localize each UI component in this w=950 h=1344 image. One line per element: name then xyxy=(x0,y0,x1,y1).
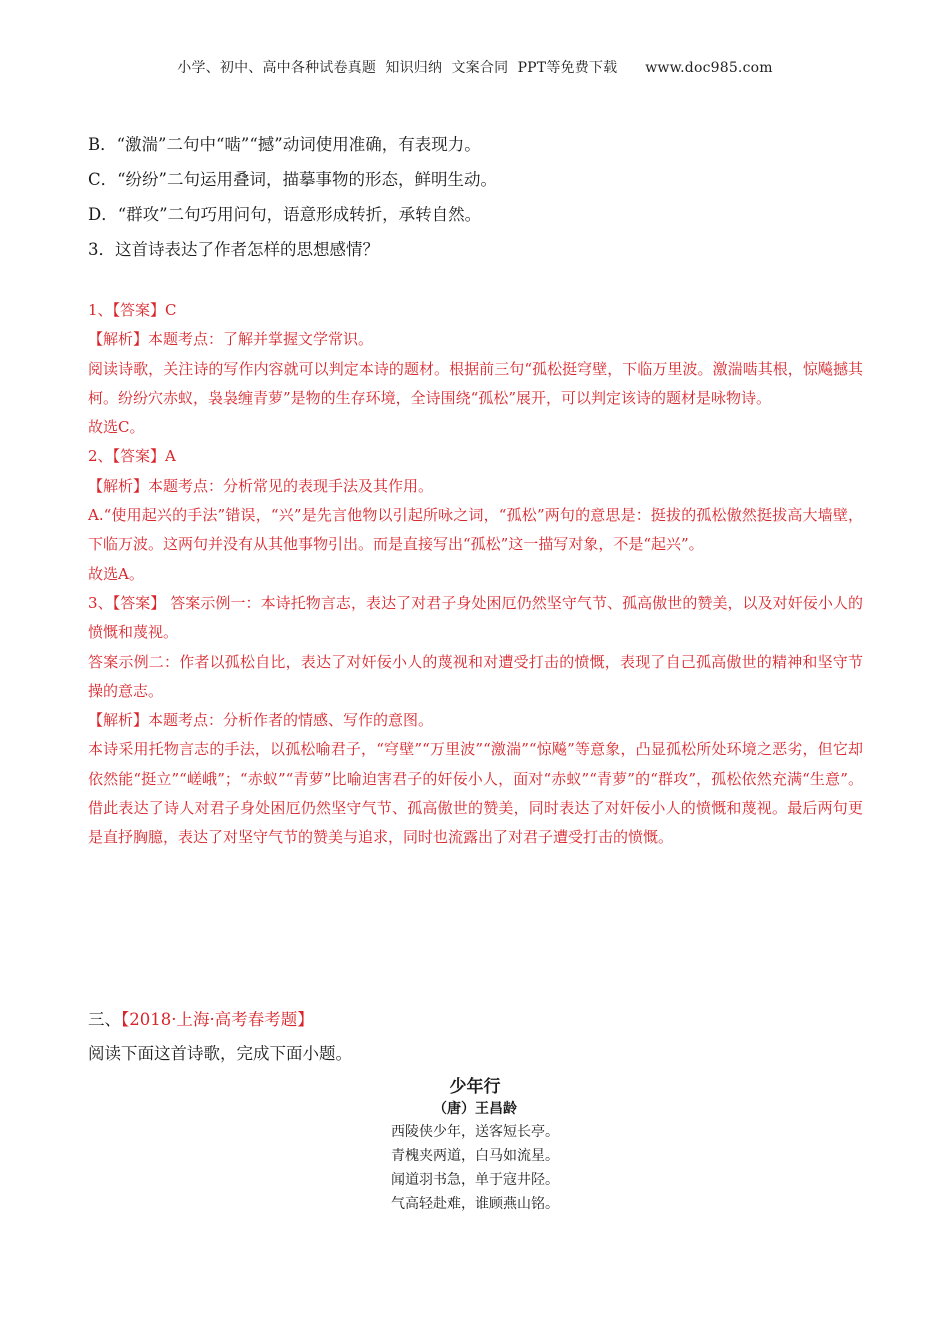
section-number: 三、 xyxy=(88,1010,121,1029)
answer-3-example-1: 3、【答案】 答案示例一：本诗托物言志，表达了对君子身处困厄仍然坚守气节、孤高傲世的赞美，以及对奸佞小人的愤慨和蔑视。 xyxy=(88,593,863,642)
poem-line: 青槐夹两道，白马如流星。 xyxy=(391,1148,559,1164)
answer-3-example-2: 答案示例二：作者以孤松自比，表达了对奸佞小人的蔑视和对遭受打击的愤慨，表现了自己孤高傲世的精神和坚守节操的意志。 xyxy=(88,652,863,700)
poem-line: 闻道羽书急，单于寇井陉。 xyxy=(391,1172,559,1188)
analysis-3-body: 本诗采用托物言志的手法，以孤松喻君子，“穹壁”“万里波”“激湍”“惊飚”等意象，凸显孤松所处环境之恶劣，但它却依然能“挺立”“嵯峨”；“赤蚁”“青萝”比喻迫害君子的奸佞小人，面对“赤蚁”“青萝”的“群攻”，孤松依然充满“生意”。借此表达了诗人对君子身处困厄仍然坚守气节、孤高傲世的赞美，同时表达了对奸佞小人的愤慨和蔑视。最后两句更是直抒胸臆，表达了对坚守气节的赞美与追求，同时也流露出了对君子遭受打击的愤慨。 xyxy=(88,740,863,847)
section-heading xyxy=(88,1004,314,1036)
option-b: B．“激湍”二句中“啮”“撼”动词使用准确，有表现力。 xyxy=(88,135,481,154)
option-d: D．“群攻”二句巧用问句，语意形成转折，承转自然。 xyxy=(88,205,482,224)
analysis-1-title: 【解析】本题考点：了解并掌握文学常识。 xyxy=(88,330,374,349)
analysis-1-body: 阅读诗歌，关注诗的写作内容就可以判定本诗的题材。根据前三句“孤松挺穹壁，下临万里波。激湍啮其根，惊飚撼其柯。纷纷穴赤蚁，袅袅缠青萝”是物的生存环境，全诗围绕“孤松”展开，可以判定该诗的题材是咏物诗。 xyxy=(88,359,863,407)
analysis-3-title: 【解析】本题考点：分析作者的情感、写作的意图。 xyxy=(88,711,434,730)
answer-2-conclusion: 故选A。 xyxy=(88,564,144,583)
poem-author: （唐）王昌龄 xyxy=(433,1101,517,1117)
question-options xyxy=(88,127,868,267)
question-3: 3．这首诗表达了作者怎样的思想感情？ xyxy=(88,240,379,259)
answer-1-conclusion: 故选C。 xyxy=(88,418,145,437)
poem-body xyxy=(0,1120,950,1216)
option-c: C．“纷纷”二句运用叠词，描摹事物的形态，鲜明生动。 xyxy=(88,170,497,189)
answer-2: 2、【答案】A xyxy=(88,447,176,466)
analysis-2-title: 【解析】本题考点：分析常见的表现手法及其作用。 xyxy=(88,476,434,495)
analysis-2-body: A.“使用起兴的手法”错误，“兴”是先言他物以引起所咏之词，“孤松”两句的意思是：挺拔的孤松傲然挺拔高大墙壁，下临万波。这两句并没有从其他事物引出。而是直接写出“孤松”这一描写对象，不是“起兴”。 xyxy=(88,506,863,554)
section-intro: 阅读下面这首诗歌，完成下面小题。 xyxy=(88,1044,352,1063)
poem-line: 气高轻赴难，谁顾燕山铭。 xyxy=(391,1196,559,1212)
answer-1: 1、【答案】C xyxy=(88,301,177,319)
poem-line: 西陵侠少年，送客短长亭。 xyxy=(391,1124,559,1140)
section-source-tag: 【2018·上海·高考春考题】 xyxy=(121,1010,314,1029)
page-header: 小学、初中、高中各种试卷真题 知识归纳 文案合同 PPT等免费下载 www.doc985.com xyxy=(177,60,773,76)
answer-section xyxy=(88,296,863,853)
poem-title: 少年行 xyxy=(449,1077,501,1097)
